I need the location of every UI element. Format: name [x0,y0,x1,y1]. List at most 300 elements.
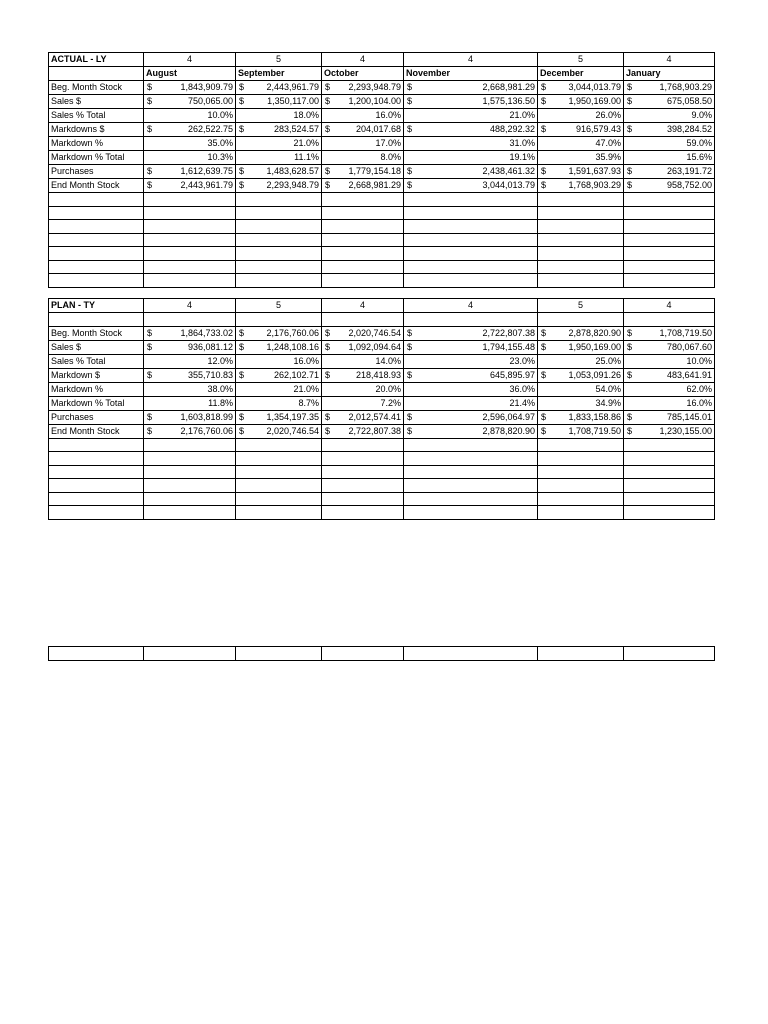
row-label[interactable]: Purchases [49,410,144,424]
plan-weeks-dec[interactable]: 5 [538,299,624,313]
empty-cell[interactable] [322,465,404,479]
empty-cell[interactable] [236,313,322,327]
currency-cell[interactable] [144,81,236,95]
empty-cell[interactable] [538,465,624,479]
amount-value: 488,292.32 [489,124,535,134]
empty-cell[interactable] [404,206,538,220]
currency-symbol: $ [325,96,331,106]
empty-cell[interactable] [49,479,144,493]
currency-symbol: $ [407,96,413,106]
empty-cell[interactable] [624,193,715,207]
empty-cell[interactable] [236,492,322,506]
empty-cell[interactable] [236,479,322,493]
empty-row [49,260,715,274]
month-december[interactable]: December [538,67,624,81]
amount-value: 1,794,155.48 [482,341,535,352]
percent-cell[interactable]: 12.0% [144,354,236,368]
empty-cell[interactable] [236,438,322,452]
empty-cell[interactable] [49,206,144,220]
empty-cell[interactable] [538,193,624,207]
currency-cell[interactable] [624,326,715,340]
percent-cell[interactable]: 11.8% [144,396,236,410]
empty-cell[interactable] [236,206,322,220]
empty-cell[interactable] [144,647,236,661]
actual-ly-table [48,52,715,288]
amount-value: 1,248,108.16 [266,341,319,352]
row-label[interactable]: Markdown % [49,137,144,151]
row-label[interactable]: Markdown % [49,382,144,396]
currency-cell[interactable] [404,123,538,137]
currency-symbol: $ [541,180,547,190]
empty-cell[interactable] [236,193,322,207]
currency-cell[interactable] [236,368,322,382]
currency-cell[interactable] [538,179,624,193]
currency-cell[interactable] [236,326,322,340]
amount-value: 645,895.97 [489,369,535,380]
currency-symbol: $ [325,82,331,92]
plan-weeks-oct[interactable]: 4 [322,299,404,313]
empty-cell[interactable] [624,260,715,274]
currency-cell[interactable] [144,95,236,109]
row-label[interactable]: Sales $ [49,95,144,109]
empty-cell[interactable] [322,506,404,520]
amount-value: 750,065.00 [187,96,233,106]
empty-cell[interactable] [144,492,236,506]
currency-cell[interactable] [538,81,624,95]
empty-cell[interactable] [404,492,538,506]
month-january[interactable]: January [624,67,715,81]
empty-row [49,438,715,452]
row-label[interactable]: Markdown % Total [49,151,144,165]
currency-cell[interactable] [624,95,715,109]
empty-row [49,247,715,261]
empty-cell[interactable] [144,274,236,288]
empty-cell[interactable] [624,465,715,479]
empty-cell[interactable] [49,67,144,81]
empty-cell[interactable] [624,274,715,288]
percent-cell[interactable]: 14.0% [322,354,404,368]
table-row [49,95,715,109]
percent-cell[interactable]: 8.0% [322,151,404,165]
empty-cell[interactable] [624,452,715,466]
currency-cell[interactable] [538,340,624,354]
empty-cell[interactable] [538,220,624,234]
currency-cell[interactable] [624,81,715,95]
amount-value: 2,443,961.79 [266,82,319,92]
currency-cell[interactable] [144,165,236,179]
month-august[interactable]: August [144,67,236,81]
amount-value: 1,779,154.18 [348,166,401,176]
plan-title[interactable]: PLAN - TY [49,299,144,313]
empty-cell[interactable] [322,260,404,274]
row-label[interactable]: End Month Stock [49,179,144,193]
percent-cell[interactable]: 10.3% [144,151,236,165]
currency-cell[interactable] [538,95,624,109]
currency-cell[interactable] [236,81,322,95]
percent-cell[interactable]: 16.0% [624,396,715,410]
currency-cell[interactable] [404,165,538,179]
amount-value: 1,843,909.79 [180,82,233,92]
currency-cell[interactable] [322,81,404,95]
row-label[interactable]: Beg. Month Stock [49,81,144,95]
row-label[interactable]: Sales % Total [49,109,144,123]
currency-symbol: $ [407,124,413,134]
actual-title[interactable]: ACTUAL - LY [49,53,144,67]
currency-symbol: $ [147,425,153,436]
percent-cell[interactable]: 7.2% [322,396,404,410]
empty-cell[interactable] [144,506,236,520]
currency-cell[interactable] [404,81,538,95]
plan-blank-rows [49,438,715,519]
empty-cell[interactable] [322,647,404,661]
row-label[interactable]: End Month Stock [49,424,144,438]
percent-cell[interactable]: 17.0% [322,137,404,151]
currency-cell[interactable] [404,326,538,340]
amount-value: 916,579.43 [575,124,621,134]
percent-cell[interactable]: 35.0% [144,137,236,151]
currency-cell[interactable] [236,340,322,354]
currency-cell[interactable] [538,326,624,340]
empty-cell[interactable] [144,479,236,493]
empty-cell[interactable] [624,220,715,234]
currency-cell[interactable] [144,424,236,438]
empty-cell[interactable] [49,247,144,261]
currency-symbol: $ [627,96,633,106]
currency-cell[interactable] [322,424,404,438]
currency-symbol: $ [239,166,245,176]
currency-cell[interactable] [538,368,624,382]
amount-value: 262,522.75 [187,124,233,134]
empty-cell[interactable] [236,260,322,274]
percent-cell[interactable]: 31.0% [404,137,538,151]
month-november[interactable]: November [404,67,538,81]
currency-cell[interactable] [144,326,236,340]
percent-cell[interactable]: 47.0% [538,137,624,151]
empty-cell[interactable] [538,452,624,466]
currency-symbol: $ [239,82,245,92]
empty-cell[interactable] [49,452,144,466]
currency-cell[interactable] [236,123,322,137]
percent-cell[interactable]: 26.0% [538,109,624,123]
plan-weeks-aug[interactable]: 4 [144,299,236,313]
percent-cell[interactable]: 21.4% [404,396,538,410]
plan-weeks-nov[interactable]: 4 [404,299,538,313]
empty-cell[interactable] [404,438,538,452]
empty-cell[interactable] [404,506,538,520]
empty-cell[interactable] [49,506,144,520]
amount-value: 2,668,981.29 [482,82,535,92]
currency-cell[interactable] [322,410,404,424]
table-row [49,340,715,354]
currency-cell[interactable] [624,340,715,354]
empty-row [49,492,715,506]
currency-symbol: $ [239,369,245,380]
amount-value: 2,438,461.32 [482,166,535,176]
empty-cell[interactable] [322,313,404,327]
empty-cell[interactable] [144,220,236,234]
row-label[interactable]: Beg. Month Stock [49,326,144,340]
percent-cell[interactable]: 11.1% [236,151,322,165]
percent-cell[interactable]: 35.9% [538,151,624,165]
currency-cell[interactable] [404,340,538,354]
empty-cell[interactable] [144,247,236,261]
empty-cell[interactable] [404,193,538,207]
amount-value: 2,878,820.90 [568,327,621,338]
currency-cell[interactable] [322,95,404,109]
empty-cell[interactable] [236,647,322,661]
currency-symbol: $ [147,180,153,190]
empty-cell[interactable] [49,274,144,288]
empty-cell[interactable] [236,220,322,234]
row-label[interactable]: Sales $ [49,340,144,354]
currency-cell[interactable] [322,340,404,354]
percent-cell[interactable]: 23.0% [404,354,538,368]
amount-value: 263,191.72 [666,166,712,176]
percent-cell[interactable]: 9.0% [624,109,715,123]
empty-cell[interactable] [538,479,624,493]
empty-cell[interactable] [49,313,144,327]
currency-cell[interactable] [404,368,538,382]
amount-value: 1,603,818.99 [180,411,233,422]
currency-cell[interactable] [144,340,236,354]
empty-cell[interactable] [144,438,236,452]
empty-cell[interactable] [322,247,404,261]
empty-cell[interactable] [624,647,715,661]
currency-cell[interactable] [144,179,236,193]
row-label[interactable]: Markdowns $ [49,123,144,137]
amount-value: 1,950,169.00 [568,96,621,106]
currency-cell[interactable] [236,165,322,179]
percent-cell[interactable]: 16.0% [236,354,322,368]
table-row [49,424,715,438]
plan-ty-table [48,298,715,520]
percent-cell[interactable]: 36.0% [404,382,538,396]
percent-cell[interactable]: 19.1% [404,151,538,165]
plan-weeks-sep[interactable]: 5 [236,299,322,313]
empty-cell[interactable] [404,260,538,274]
empty-cell[interactable] [404,313,538,327]
empty-cell[interactable] [144,260,236,274]
empty-cell[interactable] [624,233,715,247]
empty-cell[interactable] [49,220,144,234]
percent-cell[interactable]: 34.9% [538,396,624,410]
amount-value: 675,058.50 [666,96,712,106]
percent-cell[interactable]: 16.0% [322,109,404,123]
currency-cell[interactable] [538,123,624,137]
empty-cell[interactable] [144,206,236,220]
empty-cell[interactable] [624,206,715,220]
amount-value: 785,145.01 [666,411,712,422]
currency-cell[interactable] [144,123,236,137]
percent-cell[interactable]: 21.0% [236,382,322,396]
percent-cell[interactable]: 62.0% [624,382,715,396]
currency-cell[interactable] [404,179,538,193]
empty-cell[interactable] [322,220,404,234]
empty-cell[interactable] [49,438,144,452]
empty-cell[interactable] [322,438,404,452]
percent-cell[interactable]: 15.6% [624,151,715,165]
currency-symbol: $ [147,369,153,380]
row-label[interactable]: Sales % Total [49,354,144,368]
currency-cell[interactable] [144,410,236,424]
currency-cell[interactable] [624,123,715,137]
percent-cell[interactable]: 59.0% [624,137,715,151]
currency-cell[interactable] [236,424,322,438]
empty-cell[interactable] [144,193,236,207]
actual-weeks-oct[interactable]: 4 [322,53,404,67]
empty-cell[interactable] [404,220,538,234]
percent-cell[interactable]: 38.0% [144,382,236,396]
table-row [49,382,715,396]
currency-cell[interactable] [236,179,322,193]
currency-symbol: $ [239,124,245,134]
empty-cell[interactable] [49,233,144,247]
currency-symbol: $ [627,369,633,380]
currency-cell[interactable] [538,424,624,438]
empty-cell[interactable] [538,274,624,288]
empty-cell[interactable] [236,452,322,466]
currency-symbol: $ [407,327,413,338]
empty-cell[interactable] [404,452,538,466]
percent-cell[interactable]: 8.7% [236,396,322,410]
currency-cell[interactable] [404,410,538,424]
row-label[interactable]: Markdown $ [49,368,144,382]
currency-cell[interactable] [624,179,715,193]
amount-value: 1,768,903.29 [568,180,621,190]
currency-cell[interactable] [322,123,404,137]
currency-cell[interactable] [236,410,322,424]
empty-cell[interactable] [404,465,538,479]
currency-symbol: $ [325,166,331,176]
empty-cell[interactable] [322,233,404,247]
empty-cell[interactable] [404,647,538,661]
currency-cell[interactable] [404,95,538,109]
percent-cell[interactable]: 18.0% [236,109,322,123]
empty-cell[interactable] [322,479,404,493]
empty-cell[interactable] [538,492,624,506]
empty-cell[interactable] [49,465,144,479]
empty-cell[interactable] [404,479,538,493]
currency-symbol: $ [627,411,633,422]
row-label[interactable]: Markdown % Total [49,396,144,410]
empty-cell[interactable] [624,479,715,493]
amount-value: 1,350,117.00 [267,96,319,106]
empty-cell[interactable] [624,247,715,261]
currency-cell[interactable] [538,165,624,179]
currency-cell[interactable] [322,368,404,382]
percent-cell[interactable]: 10.0% [144,109,236,123]
empty-cell[interactable] [322,492,404,506]
empty-cell[interactable] [49,647,144,661]
amount-value: 1,053,091.26 [568,369,621,380]
actual-weeks-dec[interactable]: 5 [538,53,624,67]
currency-symbol: $ [147,341,153,352]
empty-cell[interactable] [404,233,538,247]
actual-weeks-jan[interactable]: 4 [624,53,715,67]
currency-cell[interactable] [538,410,624,424]
currency-symbol: $ [325,411,331,422]
percent-cell[interactable]: 25.0% [538,354,624,368]
empty-cell[interactable] [624,506,715,520]
empty-cell[interactable] [144,452,236,466]
empty-cell[interactable] [144,233,236,247]
empty-cell[interactable] [624,492,715,506]
currency-cell[interactable] [404,424,538,438]
empty-cell[interactable] [538,233,624,247]
empty-cell[interactable] [236,274,322,288]
percent-cell[interactable]: 20.0% [322,382,404,396]
amount-value: 2,878,820.90 [482,425,535,436]
empty-cell[interactable] [49,492,144,506]
empty-cell[interactable] [538,438,624,452]
actual-weeks-nov[interactable]: 4 [404,53,538,67]
empty-cell[interactable] [538,313,624,327]
amount-value: 1,575,136.50 [482,96,535,106]
empty-cell[interactable] [236,465,322,479]
empty-cell[interactable] [538,247,624,261]
empty-cell[interactable] [404,274,538,288]
currency-cell[interactable] [624,368,715,382]
month-september[interactable]: September [236,67,322,81]
empty-cell[interactable] [49,193,144,207]
currency-cell[interactable] [624,410,715,424]
empty-cell[interactable] [49,260,144,274]
empty-cell[interactable] [404,247,538,261]
currency-cell[interactable] [624,424,715,438]
currency-cell[interactable] [144,368,236,382]
empty-cell[interactable] [322,206,404,220]
empty-cell[interactable] [144,465,236,479]
empty-cell[interactable] [538,206,624,220]
empty-cell[interactable] [322,274,404,288]
empty-cell[interactable] [144,313,236,327]
currency-symbol: $ [627,124,633,134]
empty-cell[interactable] [624,313,715,327]
actual-months-row [49,67,715,81]
empty-cell[interactable] [538,506,624,520]
table-row [49,165,715,179]
footer-blank-rows [49,647,715,661]
empty-cell[interactable] [236,247,322,261]
empty-cell[interactable] [624,438,715,452]
currency-cell[interactable] [624,165,715,179]
actual-weeks-aug[interactable]: 4 [144,53,236,67]
currency-cell[interactable] [322,165,404,179]
month-october[interactable]: October [322,67,404,81]
plan-weeks-jan[interactable]: 4 [624,299,715,313]
empty-cell[interactable] [236,506,322,520]
empty-cell[interactable] [538,647,624,661]
currency-cell[interactable] [322,179,404,193]
row-label[interactable]: Purchases [49,165,144,179]
percent-cell[interactable]: 10.0% [624,354,715,368]
percent-cell[interactable]: 54.0% [538,382,624,396]
plan-header-row [49,299,715,313]
amount-value: 1,708,719.50 [659,327,712,338]
empty-cell[interactable] [538,260,624,274]
currency-cell[interactable] [322,326,404,340]
percent-cell[interactable]: 21.0% [404,109,538,123]
amount-value: 1,354,197.35 [266,411,319,422]
actual-weeks-sep[interactable]: 5 [236,53,322,67]
amount-value: 1,833,158.86 [568,411,621,422]
percent-cell[interactable]: 21.0% [236,137,322,151]
empty-cell[interactable] [322,452,404,466]
currency-cell[interactable] [236,95,322,109]
table-row [49,354,715,368]
empty-cell[interactable] [236,233,322,247]
empty-cell[interactable] [322,193,404,207]
